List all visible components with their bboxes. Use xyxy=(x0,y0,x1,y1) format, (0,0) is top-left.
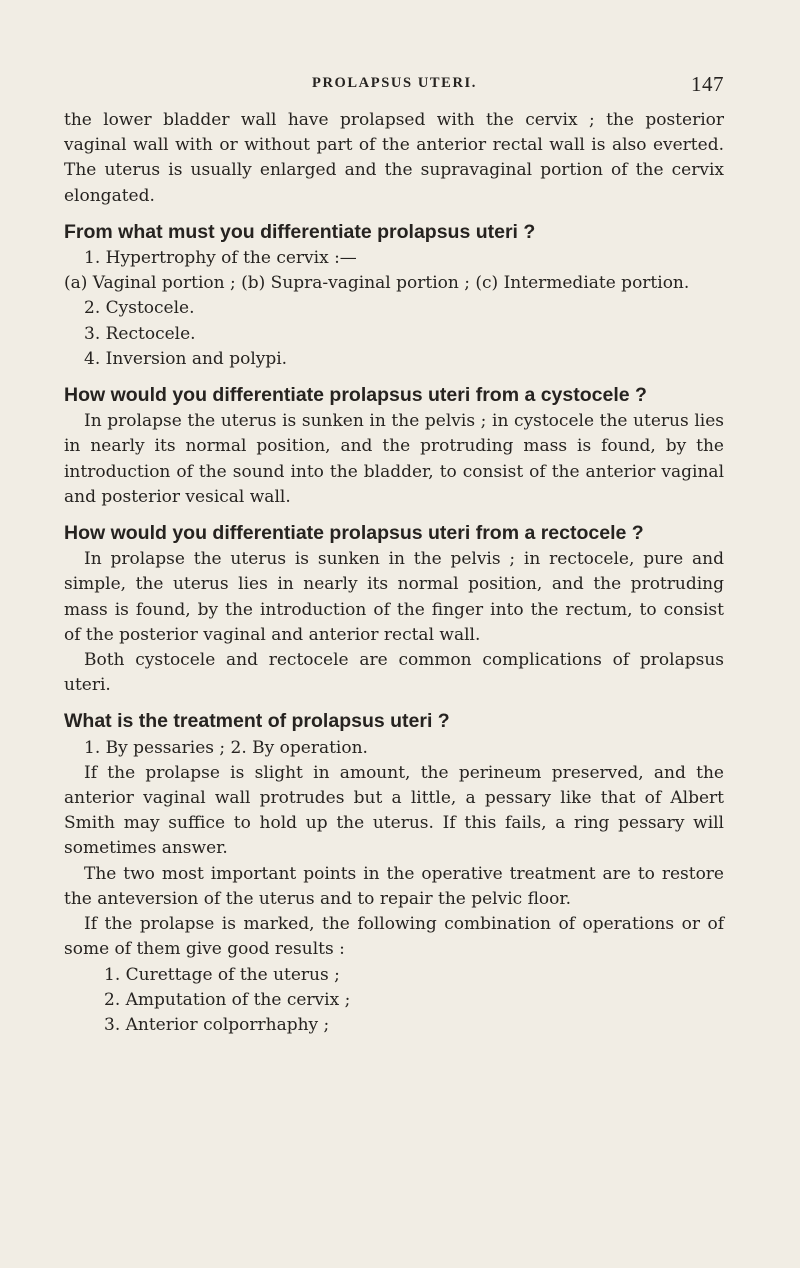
list-item-inversion: 4. Inversion and polypi. xyxy=(84,348,288,369)
answer-complications: Both cystocele and rectocele are common complications of prolapsus uteri. xyxy=(64,650,724,696)
question-rectocele: How would you differentiate prolapsus uteri from a rectocele ? xyxy=(64,522,644,545)
treatment-pessary: If the prolapse is slight in amount, the perineum preserved, and the anterior vaginal wall protrudes but a little, a pessary like that of Albert Smith may suffice to hold up the uterus. If this fails, a ring pessary will sometimes answer. xyxy=(64,762,724,859)
running-title: PROLAPSUS UTERI. xyxy=(312,75,477,91)
question-differentiate: From what must you differentiate prolapsus uteri ? xyxy=(64,220,536,243)
list-subitems-portions: (a) Vaginal portion ; (b) Supra-vaginal portion ; (c) Intermediate portion. xyxy=(64,273,690,294)
question-cystocele: How would you differentiate prolapsus uteri from a cystocele ? xyxy=(64,384,647,407)
treatment-methods: 1. By pessaries ; 2. By operation. xyxy=(84,737,368,758)
operation-item-curettage: 1. Curettage of the uterus ; xyxy=(104,964,340,985)
operation-item-colporrhaphy: 3. Anterior colporrhaphy ; xyxy=(104,1014,330,1035)
list-item-cystocele: 2. Cystocele. xyxy=(84,298,195,319)
treatment-operative-points: The two most important points in the operative treatment are to restore the anteversion of the uterus and to repair the pelvic floor. xyxy=(64,863,724,909)
paragraph-continuation: the lower bladder wall have prolapsed with the cervix ; the posterior vaginal wall with or without part of the anterior rectal wall is also everted. The uterus is usually enlarged and the supravaginal portion of the cervix elongated. xyxy=(64,110,724,206)
treatment-combination: If the prolapse is marked, the following combination of operations or of some of them give good results : xyxy=(64,914,724,960)
page-number: 147 xyxy=(691,72,724,96)
list-item-hypertrophy: 1. Hypertrophy of the cervix :— xyxy=(84,248,357,269)
list-item-rectocele: 3. Rectocele. xyxy=(84,323,196,344)
answer-cystocele: In prolapse the uterus is sunken in the pelvis ; in cystocele the uterus lies in nearly its normal position, and the protruding mass is found, by the introduction of the sound into the bladder, to consist of the anterior vaginal and posterior vesical wall. xyxy=(64,411,724,507)
answer-rectocele: In prolapse the uterus is sunken in the pelvis ; in rectocele, pure and simple, the uterus lies in nearly its normal position, and the protruding mass is found, by the introduction of the finger into the rectum, to consist of the posterior vaginal and anterior rectal wall. xyxy=(64,549,724,645)
question-treatment: What is the treatment of prolapsus uteri ? xyxy=(64,710,450,733)
running-head xyxy=(64,72,724,96)
operation-item-amputation: 2. Amputation of the cervix ; xyxy=(104,989,351,1010)
